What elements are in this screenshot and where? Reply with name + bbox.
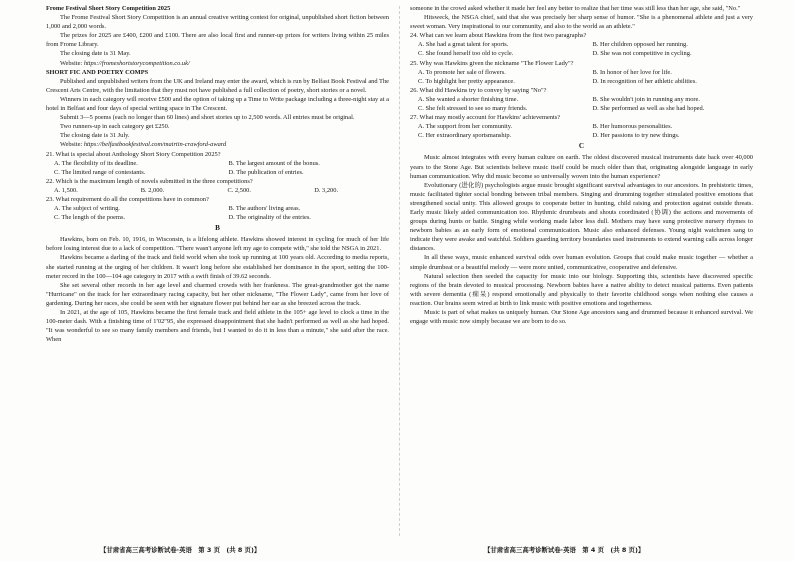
- passage-a-title-1: Frome Festival Short Story Competition 2025: [46, 5, 171, 12]
- passage-b-paragraph: Hawkins became a darling of the track and field world when she took up running at 100 years old. According to media reports, she started running at the urging of her children. It wasn't long before she established her dominance in the sport, setting the 100-meter record in the 100—104 age category in 2017 with a swift finish of 39.62 seconds.: [46, 254, 389, 280]
- question-stem: 23. What requirement do all the competitions have in common?: [46, 195, 209, 203]
- question-stem: 22. Which is the maximum length of novels submitted in the three competitions?: [46, 177, 253, 185]
- passage-a-website: [46, 140, 389, 149]
- passage-c-paragraph: Natural selection then seeded the capacity for music into our biology. Supporting this, scientists have discovered specific regions of the brain devoted to musical processing. Newborn babies have a native ability to detect musical patterns. Even patients with severe dementia (痴呆) respond emotionally and physically to their favorite childhood songs when nothing else causes a reaction. Our brains seem wired at birth to link music with positive emotions and togetherness.: [410, 272, 753, 307]
- option-a: A. The support from her community.: [418, 123, 513, 131]
- passage-a-paragraph: The prizes for 2025 are £400, £200 and £100. There are also local first and runner-up prizes for writers living within 25 miles from Frome Library.: [46, 32, 389, 49]
- question-24: [410, 31, 753, 58]
- passage-b-paragraph: She set several other records in her age level and charmed crowds with her frankness. The great-grandmother got the name "Hurricane" on the track for her extraordinary racing capacity, but her other nickname, "The Flower Lady", came from her love of gardening. During her races, she could be seen with her signature flower put behind her ear as she breezed across the track.: [46, 281, 389, 307]
- website-link[interactable]: https://fromeshortstorycompetition.co.uk/: [83, 59, 190, 67]
- passage-a-paragraph: Two runners-up in each category get £250.: [60, 123, 170, 131]
- passage-c-paragraph: In all these ways, music enhanced survival odds over human evolution. Groups that could make music together — whether a simple drumbeat or a beautiful melody — were more united, communicative, cooperative and defensive.: [410, 254, 753, 271]
- option-a: A. She had a great talent for sports.: [418, 41, 509, 49]
- passage-a-paragraph: The closing date is 31 July.: [60, 132, 130, 140]
- passage-b-paragraph: Hawkins, born on Feb. 10, 1916, in Wisconsin, is a lifelong athlete. Hawkins showed interest in cycling for much of her life before losing interest due to a lack of competition. "There wasn't anyone left my age to compete with," she told the NSGA in 2021.: [46, 236, 389, 253]
- website-link[interactable]: https://belfastbookfestival.com/mairtin-crawford-award: [83, 141, 227, 149]
- option-b: B. The authors' living areas.: [228, 205, 301, 213]
- option-b: B. In honor of her love for life.: [592, 68, 672, 76]
- option-b: B. Her humorous personalities.: [592, 123, 673, 131]
- question-stem: 24. What can we learn about Hawkins from the first two paragraphs?: [410, 32, 587, 40]
- option-c: C. Her extraordinary sportsmanship.: [418, 132, 512, 140]
- option-c: C. The limited range of contestants.: [54, 168, 146, 176]
- option-a: A. She wanted a shorter finishing time.: [418, 95, 519, 103]
- section-heading-c: C: [578, 142, 585, 151]
- passage-a-paragraph: The Frome Festival Short Story Competition is an annual creative writing contest for original, unpublished short fiction between 1,000 and 2,000 words.: [46, 14, 389, 31]
- option-d: D. She performed as well as she had hoped.: [592, 105, 705, 113]
- question-25: [410, 59, 753, 86]
- option-c: C. To highlight her pretty appearance.: [418, 77, 515, 85]
- option-a: A. To promote her sale of flowers.: [418, 68, 506, 76]
- page-footer-right: 【甘肃省高三高考诊断试卷·英语 第 4 页 (共 8 页)】: [484, 546, 645, 554]
- section-heading-b: B: [215, 224, 220, 233]
- option-d: D. The publication of entries.: [228, 168, 304, 176]
- question-stem: 25. Why was Hawkins given the nickname "The Flower Lady"?: [410, 59, 574, 67]
- option-a: A. The subject of writing.: [54, 205, 120, 213]
- passage-a-paragraph: Winners in each category will receive £500 and the option of taking up a Time to Write package including a three-night stay at a hotel in Belfast and four days of special writing space in The Crescent.: [46, 95, 389, 113]
- option-d: D. The originality of the entries.: [228, 214, 311, 222]
- question-stem: 21. What is special about Anthology Short Story Competition 2025?: [46, 150, 221, 158]
- option-b: B. She wouldn't join in running any more.: [592, 95, 700, 103]
- question-stem: 27. What may mostly account for Hawkins' achievements?: [410, 114, 561, 122]
- passage-a-paragraph: Published and unpublished writers from the UK and Ireland may enter the award, which is run by Belfast Book Festival and The Crescent Arts Centre, with the limitation that they must not have published a full collection of poetry, short stories or a novel.: [46, 77, 389, 94]
- left-column: [46, 4, 389, 540]
- option-d: D. Her passions to try new things.: [592, 132, 680, 140]
- passage-c-paragraph: Music almost integrates with every human culture on earth. The oldest discovered musical instruments date back over 40,000 years to the Stone Age. But scientists believe music itself could be much older than that, originating alongside language in early human communication. Why did music become so universally woven into the human experience?: [410, 154, 753, 180]
- passage-b-paragraph: In 2021, at the age of 105, Hawkins became the first female track and field athlete in the 105+ age level to clock a time in the 100-meter dash. With a finishing time of 1′02″95, she expressed disappointment that she hadn't performed as well as she had hoped. "It was wonderful to see so many family members and friends, but I wanted to do it in less than a minute," she said after the race. When: [46, 309, 389, 344]
- passage-a-title-2: SHORT FIC AND POETRY COMPS: [46, 68, 149, 76]
- website-label: Website:: [60, 59, 84, 67]
- option-a: A. The flexibility of its deadline.: [54, 159, 138, 167]
- passage-a-paragraph: The closing date is 31 May.: [60, 50, 131, 58]
- option-c: C. She felt stressed to see so many friends.: [418, 105, 528, 113]
- option-a: A. 1,500.: [54, 186, 78, 194]
- page-footer-left: 【甘肃省高三高考诊断试卷·英语 第 3 页 (共 8 页)】: [100, 546, 261, 554]
- question-stem: 26. What did Hawkins try to convey by saying "No"?: [410, 86, 547, 94]
- question-27: [410, 113, 753, 140]
- option-d: D. In recognition of her athletic abilities.: [592, 77, 697, 85]
- passage-c-paragraph: Music is part of what makes us uniquely human. Our Stone Age ancestors sang and drummed because it enhanced survival. We engage with music now simply because we are born to do so.: [410, 309, 753, 326]
- question-26: [410, 86, 753, 113]
- passage-c-paragraph: Evolutionary (进化的) psychologists argue music brought significant survival advantages to our ancestors. In prehistoric times, music facilitated tighter social bonding between tribal members. Singing and drumming together stimulated positive emotions that strengthened social unity. This allowed groups to cooperate better in hunting, child raising and protection against outside threats. Early music likely aided communication too. Rhythmic drumbeats and shouts coordinated (协调) the actions and movements of groups during hunts or battle. Singing while working made labor less dull. Mothers may have sung protective nursery rhymes to newborn babies as an early form of emotional communication. Music also enhanced defenses. Young night watchmen sang to indicate they were awake and watchful. Soldiers guarding territory boundaries used instruments to extend warning calls across longer distances.: [410, 181, 753, 253]
- question-23: [46, 195, 389, 222]
- option-c: C. She found herself too old to cycle.: [418, 50, 514, 58]
- option-b: B. The largest amount of the bonus.: [228, 159, 320, 167]
- option-d: D. 3,200.: [314, 186, 339, 194]
- question-21: [46, 150, 389, 177]
- website-label: Website:: [60, 141, 84, 149]
- passage-a-paragraph: Submit 3—5 poems (each no longer than 60 lines) and short stories up to 2,500 words. All entries must be original.: [60, 114, 355, 122]
- option-c: C. 2,500.: [227, 186, 251, 194]
- column-divider: [399, 6, 400, 536]
- passage-a-website: [46, 59, 389, 68]
- question-22: [46, 177, 389, 195]
- passage-b-paragraph: Hitsweck, the NSGA chief, said that she was precisely her sharp sense of humor. "She is a phenomenal athlete and just a very sweet woman. Very inspirational to our community, and also to the world as an athlete.": [410, 14, 753, 31]
- option-d: D. She was not competitive in cycling.: [592, 50, 692, 58]
- option-c: C. The length of the poems.: [54, 214, 126, 222]
- option-b: B. Her children opposed her running.: [592, 41, 688, 49]
- passage-b-paragraph: someone in the crowd asked whether it made her feel any better to realize that her time was still less than her age, she said, "No.": [410, 5, 741, 12]
- option-b: B. 2,000.: [140, 186, 165, 194]
- right-column: [410, 4, 753, 540]
